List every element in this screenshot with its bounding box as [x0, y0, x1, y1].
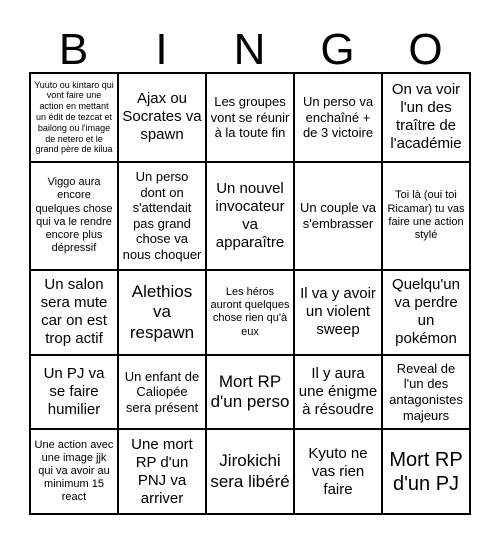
bingo-cell[interactable]: Viggo aura encore quelques chose qui va le rendre encore plus dépressif [30, 162, 118, 270]
bingo-cell[interactable]: On va voir l'un des traître de l'académie [382, 73, 470, 162]
title-letter-b: B [58, 25, 90, 74]
bingo-cell[interactable]: Une action avec une image jjk qui va avoir au minimum 15 react [30, 429, 118, 514]
bingo-cell[interactable]: Un couple va s'embrasser [294, 162, 382, 270]
bingo-cell[interactable]: Un PJ va se faire humilier [30, 355, 118, 429]
bingo-cell[interactable]: Les groupes vont se réunir à la toute fin [206, 73, 294, 162]
bingo-cell[interactable]: Jirokichi sera libéré [206, 429, 294, 514]
grid-row [30, 162, 470, 270]
grid-row [30, 73, 470, 162]
bingo-cell[interactable]: Il va y avoir un violent sweep [294, 270, 382, 355]
bingo-cell[interactable]: Un salon sera mute car on est trop actif [30, 270, 118, 355]
bingo-cell[interactable]: Un nouvel invocateur va apparaître [206, 162, 294, 270]
bingo-cell[interactable]: Reveal de l'un des antagonistes majeurs [382, 355, 470, 429]
bingo-cell[interactable]: Un perso va enchaîné + de 3 victoire [294, 73, 382, 162]
bingo-cell[interactable]: Mort RP d'un PJ [382, 429, 470, 514]
grid-row [30, 429, 470, 514]
bingo-cell[interactable]: Mort RP d'un perso [206, 355, 294, 429]
bingo-cell[interactable]: Un perso dont on s'attendait pas grand chose va nous choquer [118, 162, 206, 270]
title-letter-o: O [408, 25, 444, 74]
bingo-cell[interactable]: Quelqu'un va perdre un pokémon [382, 270, 470, 355]
bingo-cell[interactable]: Alethios va respawn [118, 270, 206, 355]
bingo-cell[interactable]: Yuuto ou kintaro qui vont faire une action en mettant un édit de tezcat et bailong ou l'image de netero et le grand père de kilua [30, 73, 118, 162]
grid-row [30, 270, 470, 355]
title-letter-g: G [320, 25, 356, 74]
bingo-cell[interactable]: Ajax ou Socrates va spawn [118, 73, 206, 162]
bingo-cell[interactable]: Un enfant de Caliopée sera présent [118, 355, 206, 429]
bingo-cell[interactable]: Les héros auront quelques chose rien qu'à eux [206, 270, 294, 355]
bingo-grid [29, 72, 471, 515]
bingo-cell[interactable]: Kyuto ne vas rien faire [294, 429, 382, 514]
bingo-cell[interactable]: Il y aura une énigme à résoudre [294, 355, 382, 429]
title-letter-i: I [155, 25, 169, 74]
bingo-title [30, 22, 470, 78]
bingo-cell[interactable]: Toi là (oui toi Ricamar) tu vas faire une action stylé [382, 162, 470, 270]
bingo-cell[interactable]: Une mort RP d'un PNJ va arriver [118, 429, 206, 514]
grid-row [30, 355, 470, 429]
title-letter-n: N [233, 25, 267, 74]
